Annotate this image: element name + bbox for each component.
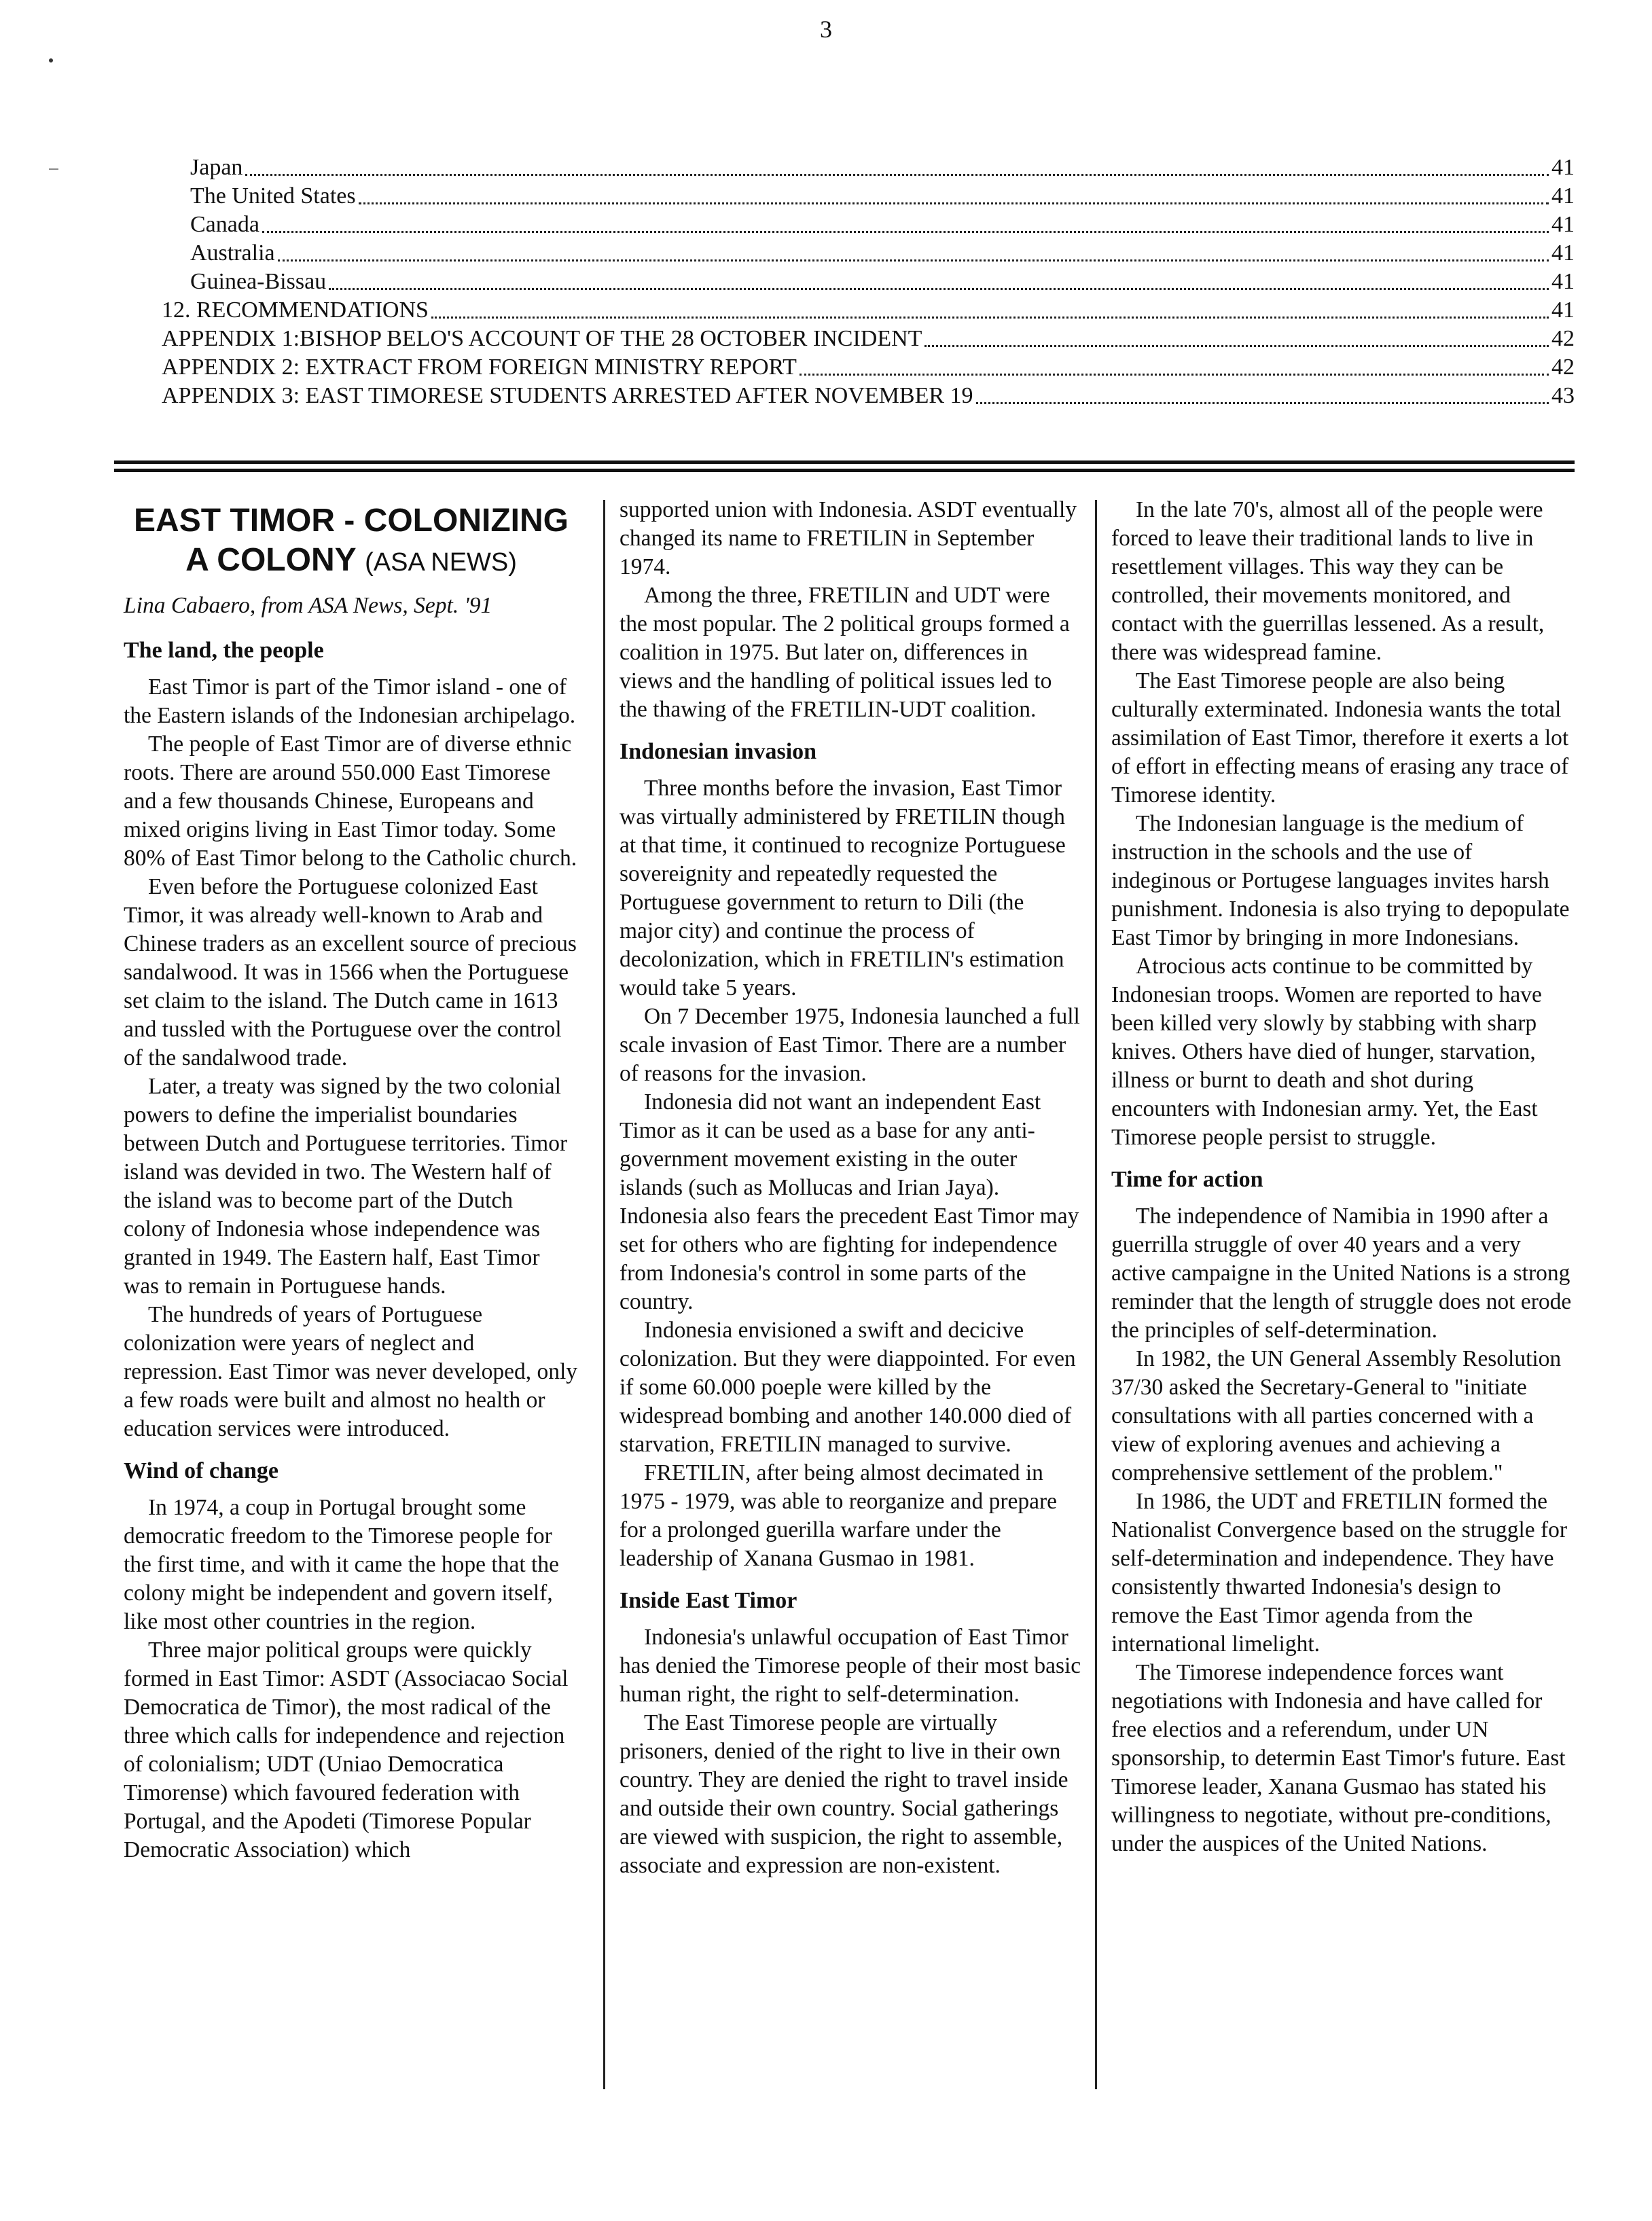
toc-entry-page: 41 [1551,240,1575,266]
article-column-1 [124,496,579,1864]
article-column-2 [620,496,1081,1880]
table-of-contents [162,154,1575,410]
page-number: 3 [820,16,832,43]
toc-entry-label: APPENDIX 3: EAST TIMORESE STUDENTS ARRESTED AFTER NOVEMBER 19 [162,383,973,408]
paragraph: In 1986, the UDT and FRETILIN formed the Nationalist Convergence based on the struggle for self-determination and independence. They have consistently thwarted Indonesia's design to remove the East Timor agenda from the international limelight. [1111,1489,1568,1657]
paragraph: East Timor is part of the Timor island - one of the Eastern islands of the Indonesian archipelago. [124,674,576,728]
toc-entry-label: Canada [190,212,259,237]
toc-entry-label: Japan [190,155,243,180]
toc-entry-page: 42 [1551,355,1575,380]
toc-entry-page: 41 [1551,183,1575,209]
toc-leader [800,374,1549,376]
paragraph: The people of East Timor are of diverse ethnic roots. There are around 550.000 East Timorese and a few thousands Chinese, Europeans and mixed origins living in East Timor today. Some 80% of East Timor belong to the Catholic church. [124,732,577,871]
article-column-3 [1111,496,1573,1858]
toc-entry-label: Australia [190,240,275,266]
toc-leader [262,231,1549,233]
toc-entry[interactable] [162,211,1575,239]
paragraph: Even before the Portuguese colonized East Timor, it was already well-known to Arab and Chinese traders as an excellent source of precious sandalwood. It was in 1566 when the Portuguese set claim to the island. The Dutch came in 1613 and tussled with the Portuguese over the control of the sandalwood trade. [124,874,577,1070]
toc-entry-label: APPENDIX 1:BISHOP BELO'S ACCOUNT OF THE 28 OCTOBER INCIDENT [162,326,922,351]
paragraph: The Indonesian language is the medium of instruction in the schools and the use of indeginous or Portugese languages invites harsh punishment. Indonesia is also trying to depopulate East Timor by bringing in more Indonesians. [1111,811,1570,950]
section-heading: Time for action [1111,1167,1263,1192]
toc-entry[interactable] [162,154,1575,182]
section-heading: The land, the people [124,638,324,663]
toc-entry-page: 41 [1551,155,1575,180]
section-rule-top [114,461,1575,464]
paragraph: Indonesia did not want an independent East Timor as it can be used as a base for any anti-government movement existing in the outer islands (such as Mollucas and Irian Jaya). Indonesia also fears the precedent East Timor may set for others who are fighting for independence from Indonesia's control in some parts of the country. [620,1089,1079,1314]
article-title-main: EAST TIMOR - COLONIZING A COLONY [134,503,569,578]
paragraph: The Timorese independence forces want negotiations with Indonesia and have called for free electios and a referendum, under UN sponsorship, to determin East Timor's future. East Timorese leader, Xanana Gusmao has stated his willingness to negotiate, without pre-conditions, under the auspices of the United Nations. [1111,1660,1566,1856]
toc-entry-label: APPENDIX 2: EXTRACT FROM FOREIGN MINISTRY REPORT [162,355,797,380]
toc-leader [329,288,1549,290]
toc-entry[interactable] [162,382,1575,410]
paragraph: On 7 December 1975, Indonesia launched a full scale invasion of East Timor. There are a number of reasons for the invasion. [620,1004,1080,1086]
scan-speck [49,168,58,170]
paragraph: In 1982, the UN General Assembly Resolution 37/30 asked the Secretary-General to "initiate consultations with all parties concerned with a view of exploring avenues and achieving a comprehensive settlement of the problem." [1111,1346,1562,1485]
paragraph: Atrocious acts continue to be committed by Indonesian troops. Women are reported to have been killed very slowly by stabbing with sharp knives. Others have died of hunger, starvation, illness or burnt to death and shot during encounters with Indonesian army. Yet, the East Timorese people persist to struggle. [1111,954,1542,1150]
paragraph: The hundreds of years of Portuguese colonization were years of neglect and repression. East Timor was never developed, only a few roads were built and almost no health or education services were introduced. [124,1302,578,1441]
paragraph: Indonesia envisioned a swift and decicive colonization. But they were diappointed. For even if some 60.000 poeple were killed by the widespread bombing and another 140.000 died of starvation, FRETILIN managed to survive. [620,1318,1076,1457]
paragraph: In 1974, a coup in Portugal brought some democratic freedom to the Timorese people for the first time, and with it came the hope that the colony might be independent and govern itself, like most other countries in the region. [124,1495,559,1634]
paragraph: Among the three, FRETILIN and UDT were the most popular. The 2 political groups formed a coalition in 1975. But later on, differences in views and the handling of political issues led to the thawing of the FRETILIN-UDT coalition. [620,583,1070,722]
section-heading: Indonesian invasion [620,739,817,764]
toc-entry-label: The United States [190,183,356,209]
toc-entry-page: 42 [1551,326,1575,351]
toc-entry-page: 41 [1551,269,1575,294]
toc-entry-label: Guinea-Bissau [190,269,327,294]
paragraph: The independence of Namibia in 1990 after a guerrilla struggle of over 40 years and a very active campaigne in the United Nations is a strong reminder that the length of struggle does not erode the principles of self-determination. [1111,1204,1572,1343]
toc-entry[interactable] [162,239,1575,268]
toc-entry-page: 41 [1551,297,1575,323]
paragraph: The East Timorese people are also being culturally exterminated. Indonesia wants the total assimilation of East Timor, therefore it exerts a lot of effort in effecting means of erasing any trace of Timorese identity. [1111,668,1569,808]
toc-entry[interactable] [162,325,1575,353]
article-title-suffix: (ASA NEWS) [365,548,517,577]
toc-entry[interactable] [162,268,1575,296]
paragraph: In the late 70's, almost all of the people were forced to leave their traditional lands to live in resettlement villages. This way they can be controlled, their movements monitored, and contact with the guerrillas lessened. As a result, there was widespread famine. [1111,497,1545,665]
section-heading: Wind of change [124,1458,279,1483]
column-divider [1095,500,1097,2089]
article-byline: Lina Cabaero, from ASA News, Sept. '91 [124,593,492,618]
paragraph: FRETILIN, after being almost decimated in 1975 - 1979, was able to reorganize and prepare for a prolonged guerilla warfare under the leadership of Xanana Gusmao in 1981. [620,1460,1058,1571]
toc-entry[interactable] [162,353,1575,382]
article-title [124,501,579,582]
toc-entry[interactable] [162,182,1575,211]
toc-entry-page: 43 [1551,383,1575,408]
toc-leader [976,402,1549,404]
toc-leader [431,317,1549,319]
toc-leader [278,259,1549,261]
toc-leader [245,174,1549,176]
paragraph: Three major political groups were quickly formed in East Timor: ASDT (Associacao Social Democratica de Timor), the most radical of the three which calls for independence and rejection of colonialism; UDT (Uniao Democratica Timorense) which favoured federation with Portugal, and the Apodeti (Timorese Popular Democratic Association) which [124,1638,569,1862]
toc-leader [359,202,1549,204]
scan-speck [49,58,53,62]
paragraph: Indonesia's unlawful occupation of East Timor has denied the Timorese people of their most basic human right, the right to self-determination. [620,1625,1081,1707]
section-rule-bottom [114,469,1575,472]
paragraph: Later, a treaty was signed by the two colonial powers to define the imperialist boundaries between Dutch and Portuguese territories. Timor island was devided in two. The Western half of the island was to become part of the Dutch colony of Indonesia whose independence was granted in 1949. The Eastern half, East Timor was to remain in Portuguese hands. [124,1074,568,1299]
paragraph: The East Timorese people are virtually prisoners, denied of the right to live in their own country. They are denied the right to travel inside and outside their own country. Social gatherings are viewed with suspicion, the right to assemble, associate and expression are non-existent. [620,1710,1069,1878]
column-divider [603,500,605,2089]
toc-entry[interactable] [162,296,1575,325]
paragraph: supported union with Indonesia. ASDT eventually changed its name to FRETILIN in September 1974. [620,497,1077,579]
section-heading: Inside East Timor [620,1588,797,1613]
toc-leader [924,345,1549,347]
toc-entry-page: 41 [1551,212,1575,237]
paragraph: Three months before the invasion, East Timor was virtually administered by FRETILIN though at that time, it continued to recognize Portuguese sovereignity and repeatedly requested the Portuguese government to return to Dili (the major city) and continue the process of decolonization, which in FRETILIN's estimation would take 5 years. [620,776,1066,1000]
toc-entry-label: 12. RECOMMENDATIONS [162,297,429,323]
